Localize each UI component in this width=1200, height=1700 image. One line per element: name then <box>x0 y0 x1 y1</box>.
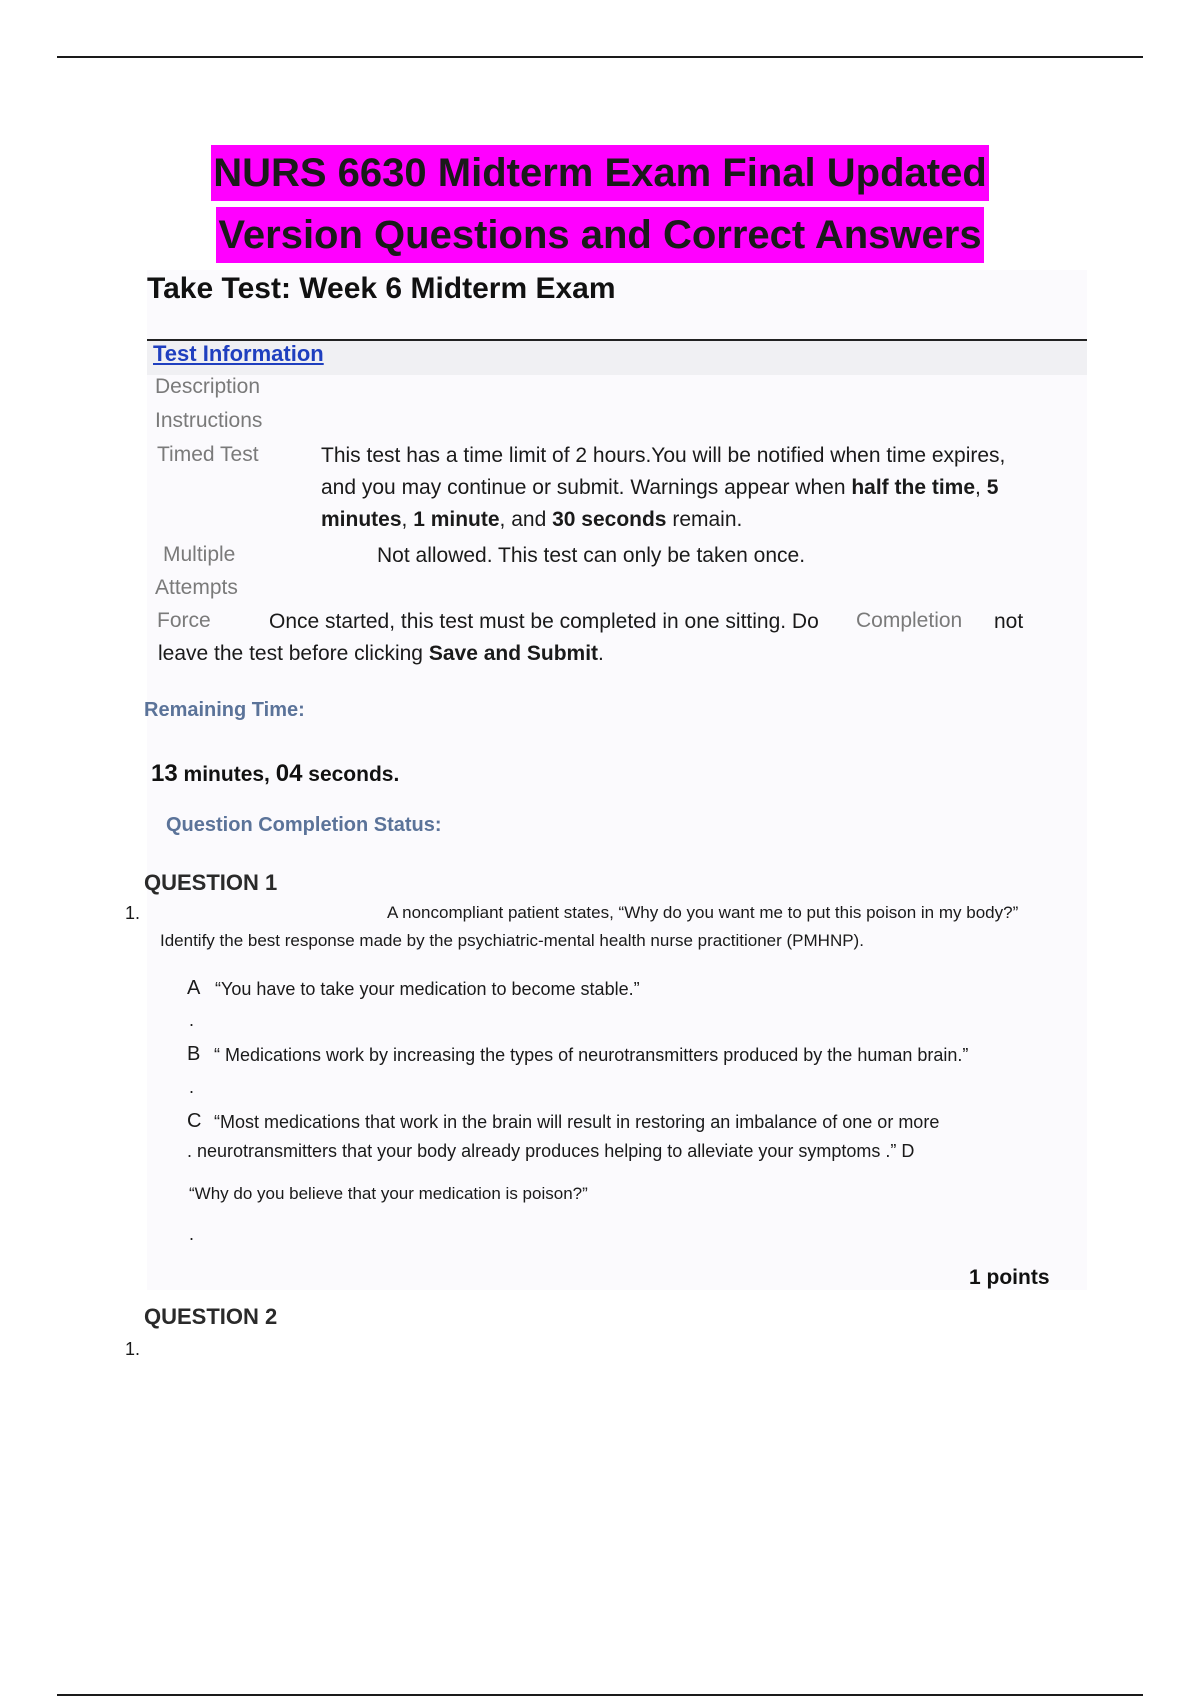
remaining-time-value: 13 minutes, 04 seconds. <box>151 760 400 787</box>
page-title: Take Test: Week 6 Midterm Exam <box>147 272 616 305</box>
title-line-1: NURS 6630 Midterm Exam Final Updated <box>211 145 989 201</box>
question-1-stem-line-1: A noncompliant patient states, “Why do you want me to put this poison in my body?” <box>387 903 1019 922</box>
force-text-line-2: leave the test before clicking Save and Submit. <box>158 642 604 665</box>
option-c-text[interactable]: “Most medications that work in the brain will result in restoring an imbalance of one or more <box>214 1112 940 1132</box>
label-completion: Completion <box>856 609 963 632</box>
question-2-number: 1. <box>125 1339 141 1359</box>
timed-test-line-1: This test has a time limit of 2 hours.You will be notified when time expires, <box>321 444 1006 467</box>
question-1-number: 1. <box>125 903 141 923</box>
title-line-2: Version Questions and Correct Answers <box>216 207 983 263</box>
attempts-text: Not allowed. This test can only be taken once. <box>377 544 806 567</box>
label-description: Description <box>155 375 261 398</box>
question-1-heading: QUESTION 1 <box>144 870 278 895</box>
option-d-text[interactable]: “Why do you believe that your medication is poison?” <box>189 1184 588 1203</box>
bottom-rule <box>57 1694 1143 1696</box>
force-text-not: not <box>994 610 1024 633</box>
question-1-stem-line-2: Identify the best response made by the psychiatric-mental health nurse practitioner (PMHNP). <box>160 931 864 950</box>
option-b-dot: . <box>189 1077 195 1097</box>
question-2-heading: QUESTION 2 <box>144 1304 278 1329</box>
option-a-dot: . <box>189 1010 195 1030</box>
top-rule <box>57 56 1143 58</box>
option-c-letter[interactable]: C <box>187 1110 202 1132</box>
test-information-link[interactable]: Test Information <box>153 341 324 366</box>
label-force: Force <box>157 609 211 632</box>
label-instructions: Instructions <box>155 409 263 432</box>
document-title <box>0 145 1200 269</box>
label-multiple: Multiple <box>163 543 236 566</box>
label-timed-test: Timed Test <box>157 443 259 466</box>
label-attempts: Attempts <box>155 576 238 599</box>
option-a-text[interactable]: “You have to take your medication to become stable.” <box>215 979 640 999</box>
remaining-time-label: Remaining Time: <box>144 699 305 721</box>
option-b-text[interactable]: “ Medications work by increasing the types of neurotransmitters produced by the human brain.” <box>214 1045 969 1065</box>
option-a-letter[interactable]: A <box>187 977 201 999</box>
question-completion-status-label: Question Completion Status: <box>166 814 442 836</box>
timed-test-line-3: minutes, 1 minute, and 30 seconds remain. <box>321 508 743 531</box>
timed-test-line-2: and you may continue or submit. Warnings appear when half the time, 5 <box>321 476 999 499</box>
force-text-line-1: Once started, this test must be completed in one sitting. Do <box>269 610 819 633</box>
option-c-text-line-2[interactable]: . neurotransmitters that your body already produces helping to alleviate your symptoms .” D <box>187 1141 915 1161</box>
option-b-letter[interactable]: B <box>187 1043 201 1065</box>
question-1-points: 1 points <box>969 1266 1050 1289</box>
option-d-dot: . <box>189 1224 195 1244</box>
